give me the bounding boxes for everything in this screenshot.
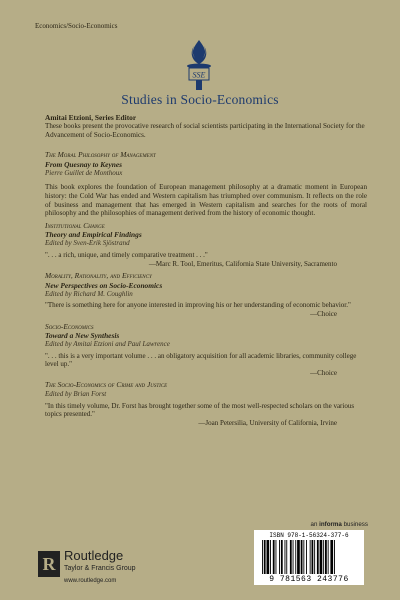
book-title: Socio-Economics (45, 321, 94, 331)
publisher-url: www.routledge.com (64, 578, 117, 584)
book-editor: Edited by Brian Forst (45, 390, 107, 399)
barcode-digits: 9 781563 243776 (269, 575, 349, 584)
barcode-bar (334, 540, 335, 574)
book-entry (45, 272, 367, 318)
isbn-text: ISBN 978-1-56324-377-6 (269, 532, 349, 539)
book-editor: Edited by Amitai Etzioni and Paul Lawrence (45, 340, 170, 349)
barcode-bar (306, 540, 307, 574)
barcode-bar (279, 540, 280, 574)
book-entry (45, 151, 367, 218)
book-title: Institutional Change (45, 220, 105, 230)
category-label: Economics/Socio-Economics (35, 22, 118, 30)
isbn-barcode (254, 530, 364, 585)
book-entry (45, 222, 367, 268)
barcode-bar (325, 540, 327, 574)
book-author: Pierre Guillet de Monthoux (45, 168, 123, 177)
series-title: Studies in Socio-Economics (121, 92, 279, 107)
barcode-bar (297, 540, 300, 574)
series-editor: Amitai Etzioni, Series Editor (45, 113, 137, 122)
book-subtitle: Theory and Empirical Findings (45, 230, 142, 240)
book-title: Morality, Rationality, and Efficiency (45, 271, 152, 281)
barcode-bar (293, 540, 294, 574)
barcode-bar (303, 540, 304, 574)
series-intro (45, 113, 367, 139)
informa-business-label: an informa business (310, 521, 368, 528)
barcode-bar (301, 540, 303, 574)
book-quote: ". . . a rich, unique, and timely comparative treatment . . ." (45, 250, 208, 259)
svg-text:R: R (42, 554, 56, 574)
barcode-bars (262, 540, 362, 574)
book-title: The Socio-Economics of Crime and Justice (45, 380, 168, 390)
barcode-bar (295, 540, 296, 574)
quote-attribution: —Marc R. Tool, Emeritus, California State University, Sacramento (148, 259, 337, 268)
barcode-bar (270, 540, 271, 574)
book-quote: "In this timely volume, Dr. Forst has brought together some of the most well-respected scholars on the various topics presented." (45, 401, 355, 419)
barcode-bar (310, 540, 311, 574)
barcode-bar (320, 540, 323, 574)
publisher-subtitle: Taylor & Francis Group (64, 565, 136, 572)
quote-attribution: —Choice (310, 309, 337, 318)
barcode-bar (267, 540, 270, 574)
barcode-bar (317, 540, 319, 574)
quote-attribution: —Choice (310, 368, 337, 377)
barcode-bar (312, 540, 314, 574)
publisher-name: Routledge (64, 548, 124, 563)
barcode-bar (323, 540, 324, 574)
book-description: This book explores the foundation of European management philosophy at a dramatic moment in European history: the Cold War has ended and Western capitalism has triumphed over communism. It reflects on the role of business and management that has emerged in Western capitalism and searches for the roots of moral philosophy and the philosophies of management derived from the history of economic thought. (45, 183, 367, 218)
informa-brand: informa (319, 521, 342, 528)
barcode-bar (285, 540, 286, 574)
quote-attribution: —Joan Petersilia, University of California, Irvine (198, 418, 337, 427)
barcode-bar (290, 540, 292, 574)
book-entry (45, 323, 367, 378)
barcode-bar (276, 540, 277, 574)
book-subtitle: New Perspectives on Socio-Economics (45, 280, 163, 290)
book-quote: "There is something here for anyone interested in improving his or her understanding of economic behavior." (45, 301, 351, 310)
barcode-bar (328, 540, 329, 574)
barcode-bar (330, 540, 333, 574)
routledge-logo-icon (38, 551, 60, 577)
barcode-bar (262, 540, 263, 574)
book-editor: Edited by Sven-Erik Sjöstrand (45, 239, 130, 248)
book-subtitle: From Quesnay to Keynes (45, 159, 122, 169)
barcode-bar (281, 540, 283, 574)
book-subtitle: Toward a New Synthesis (45, 331, 120, 341)
barcode-bar (264, 540, 266, 574)
book-quote: ". . . this is a very important volume . . . an obligatory acquisition for all academic libraries, community college level up." (45, 351, 357, 369)
barcode-bar (314, 540, 315, 574)
book-title: The Moral Philosophy of Management (45, 150, 156, 160)
series-description: These books present the provocative research of social scientists participating in the International Society for the Advancement of Socio-Economics. (45, 122, 365, 139)
book-entry (45, 381, 367, 427)
book-list (45, 113, 367, 427)
barcode-bar (273, 540, 275, 574)
book-editor: Edited by Richard M. Coughlin (45, 289, 133, 298)
logo-text: SSE (192, 70, 206, 80)
sse-torch-logo (183, 38, 215, 92)
barcode-bar (286, 540, 287, 574)
